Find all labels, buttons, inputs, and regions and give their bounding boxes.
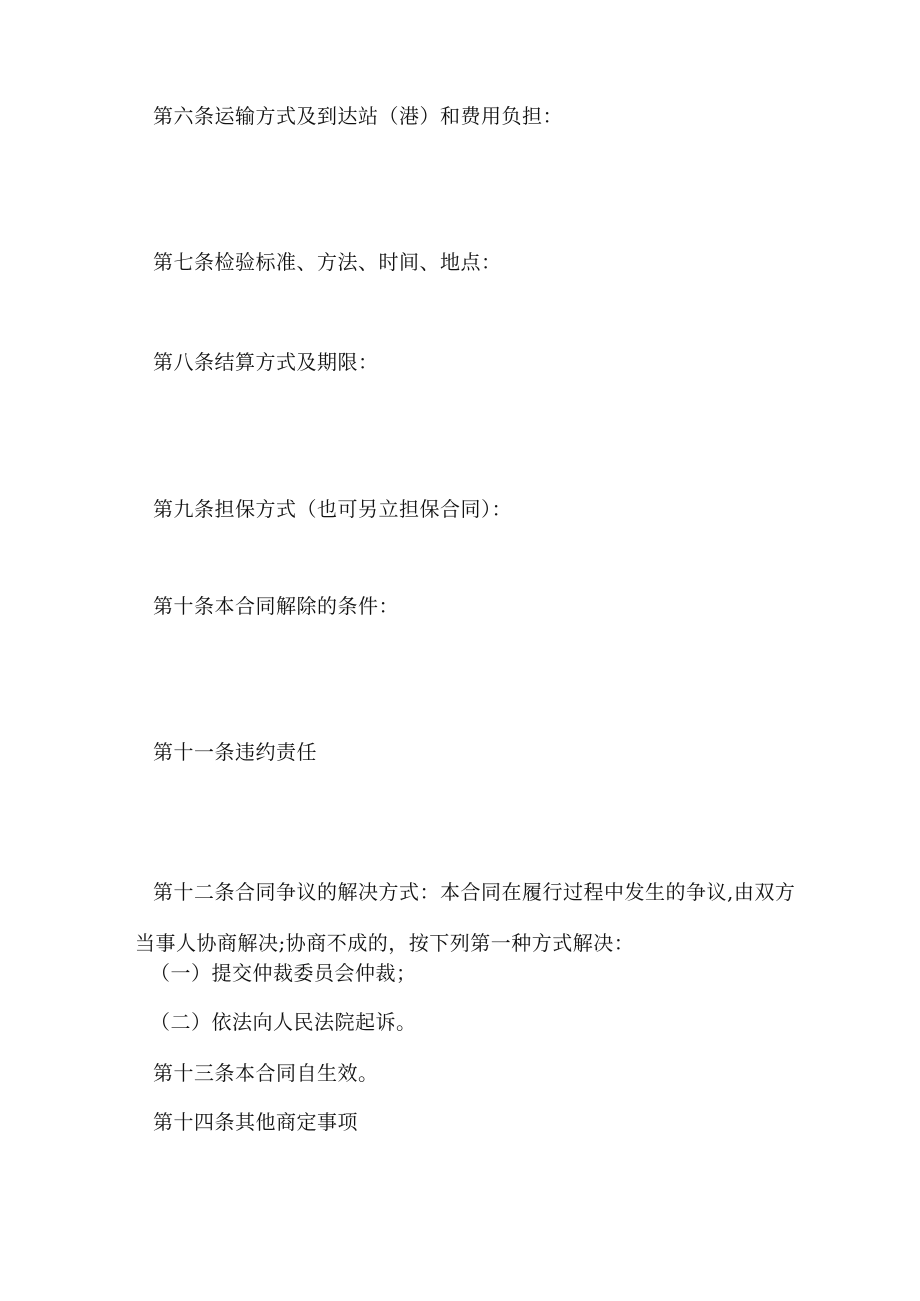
clause-9-guarantee: 第九条担保方式（也可另立担保合同）： (153, 497, 512, 521)
clause-6-transport: 第六条运输方式及到达站（港）和费用负担： (153, 104, 563, 128)
clause-12-dispute-cont: 当事人协商解决;协商不成的，按下列第一种方式解决： (135, 931, 635, 955)
clause-14-other-matters: 第十四条其他商定事项 (153, 1110, 358, 1134)
clause-11-liability: 第十一条违约责任 (153, 740, 317, 764)
clause-8-settlement: 第八条结算方式及期限： (153, 350, 379, 374)
clause-7-inspection: 第七条检验标准、方法、时间、地点： (153, 250, 502, 274)
clause-10-termination: 第十条本合同解除的条件： (153, 594, 399, 618)
dispute-option-2: （二）依法向人民法院起诉。 (150, 1010, 417, 1034)
clause-13-effective: 第十三条本合同自生效。 (153, 1061, 379, 1085)
clause-12-dispute: 第十二条合同争议的解决方式：本合同在履行过程中发生的争议,由双方 (153, 880, 796, 904)
dispute-option-1: （一）提交仲裁委员会仲裁； (150, 961, 417, 985)
